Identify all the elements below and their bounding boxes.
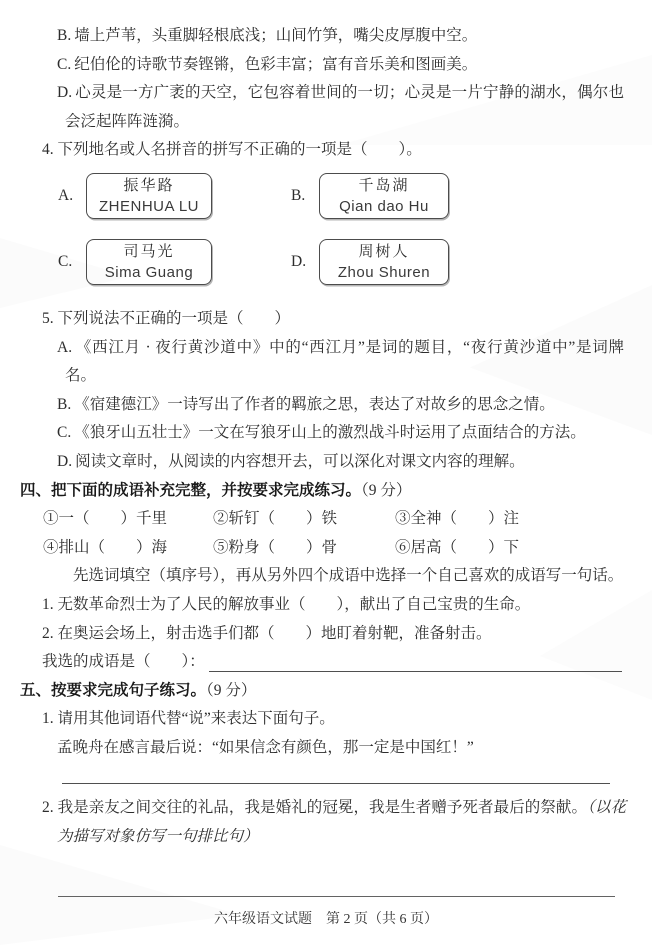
option-label: B. bbox=[57, 27, 72, 44]
option-label: A. bbox=[58, 186, 74, 204]
section4-score: （9 分） bbox=[361, 481, 412, 499]
option-label: C. bbox=[57, 55, 72, 73]
s5-q2 bbox=[0, 794, 652, 851]
q5-option-c bbox=[0, 419, 652, 448]
name-card-simaguang bbox=[86, 239, 212, 285]
option-label: C. bbox=[57, 424, 72, 442]
q5-option-d bbox=[0, 448, 652, 477]
name-card-chinese: 振华路 bbox=[123, 177, 175, 194]
s4-item-1: 1. 无数革命烈士为了人民的解放事业（ ），献出了自己宝贵的生命。 bbox=[42, 595, 531, 613]
option-label: B. bbox=[57, 395, 72, 413]
idiom-blank: ③全神（ ）注 bbox=[395, 510, 520, 528]
name-card-pinyin: Qian dao Hu bbox=[339, 197, 429, 215]
section5-title: 五、按要求完成句子练习。 bbox=[20, 681, 207, 699]
option-text: 《狼牙山五壮士》一文在写狼牙山上的激烈战斗时运用了点面结合的方法。 bbox=[74, 424, 586, 442]
section5-header bbox=[0, 677, 652, 706]
q4-choices bbox=[0, 173, 652, 285]
name-card-zhoushuren bbox=[319, 239, 449, 285]
s5-q2-main: 2. 我是亲友之间交往的礼品，我是婚礼的冠冕，我是生者赠予死者最后的祭献。 bbox=[42, 799, 588, 817]
option-text: 纪伯伦的诗歌节奏铿锵，色彩丰富；富有音乐美和图画美。 bbox=[74, 55, 478, 73]
q4-choice-row-2 bbox=[58, 239, 652, 285]
idiom-blank: ④排山（ ）海 bbox=[43, 538, 168, 556]
name-card-pinyin: ZHENHUA LU bbox=[98, 197, 200, 215]
option-label: D. bbox=[57, 84, 73, 102]
s5-q2-note: （以花为描写对象仿写一句排比句） bbox=[57, 799, 626, 846]
name-card-chinese: 千岛湖 bbox=[358, 177, 410, 194]
answer-blank-line bbox=[62, 762, 610, 784]
s5-q1-sentence: 孟晚舟在感言最后说：“如果信念有颜色，那一定是中国红！” bbox=[57, 738, 474, 756]
option-label: D. bbox=[57, 452, 73, 470]
s4-instruction: 先选词填空（填序号），再从另外四个成语中选择一个自己喜欢的成语写一句话。 bbox=[73, 567, 624, 585]
idiom-blank: ⑤粉身（ ）骨 bbox=[213, 538, 338, 556]
idiom-blank: ①一（ ）千里 bbox=[43, 510, 168, 528]
option-label: D. bbox=[291, 252, 307, 270]
option-text: 墙上芦苇，头重脚轻根底浅；山间竹笋，嘴尖皮厚腹中空。 bbox=[74, 27, 478, 44]
name-card-pinyin: Sima Guang bbox=[104, 263, 194, 281]
s4-choose-row bbox=[0, 648, 652, 677]
q5-option-b bbox=[0, 391, 652, 420]
s4-choose-label: 我选的成语是（ ）： bbox=[42, 653, 205, 671]
s4-item-2: 2. 在奥运会场上，射击选手们都（ ）地盯着射靶，准备射击。 bbox=[42, 624, 492, 642]
q4-stem: 4. 下列地名或人名拼音的拼写不正确的一项是（ ）。 bbox=[42, 141, 422, 159]
idiom-blank: ⑥居高（ ）下 bbox=[395, 538, 520, 556]
option-label: C. bbox=[58, 252, 73, 270]
q5-option-a bbox=[0, 334, 652, 391]
name-card-chinese: 司马光 bbox=[123, 243, 175, 260]
q3-option-b bbox=[0, 22, 652, 51]
q5-stem: 5. 下列说法不正确的一项是（ ） bbox=[42, 309, 291, 327]
name-card-chinese: 周树人 bbox=[358, 243, 410, 260]
section4-title: 四、把下面的成语补充完整，并按要求完成练习。 bbox=[20, 481, 362, 499]
option-text: 阅读文章时，从阅读的内容想开去，可以深化对课文内容的理解。 bbox=[75, 452, 525, 470]
name-card-zhenhua bbox=[86, 173, 212, 219]
write-in-blank-line bbox=[209, 648, 622, 672]
option-text: 心灵是一方广袤的天空，它包容着世间的一切；心灵是一片宁静的湖水，偶尔也会泛起阵阵涟漪。 bbox=[65, 84, 624, 130]
option-label: B. bbox=[291, 186, 306, 204]
option-text: 《西江月 · 夜行黄沙道中》中的“西江月”是词的题目，“夜行黄沙道中”是词牌名。 bbox=[65, 338, 624, 385]
s5-q1: 1. 请用其他词语代替“说”来表达下面句子。 bbox=[42, 710, 335, 728]
idiom-row-2 bbox=[0, 534, 652, 563]
q4-choice-row-1 bbox=[58, 173, 652, 219]
idiom-blank: ②斩钉（ ）铁 bbox=[213, 510, 338, 528]
name-card-qiandaohu bbox=[319, 173, 449, 219]
name-card-pinyin: Zhou Shuren bbox=[337, 263, 431, 281]
q3-option-c bbox=[0, 51, 652, 80]
idiom-row-1 bbox=[0, 505, 652, 534]
answer-blank-line-bottom bbox=[58, 896, 615, 897]
option-text: 《宿建德江》一诗写出了作者的羁旅之思，表达了对故乡的思念之情。 bbox=[74, 395, 555, 413]
q3-option-d bbox=[0, 79, 652, 136]
section5-score: （9 分） bbox=[206, 681, 257, 699]
section4-header bbox=[0, 477, 652, 506]
option-label: A. bbox=[57, 338, 73, 356]
page-footer: 六年级语文试题 第 2 页（共 6 页） bbox=[214, 912, 438, 927]
